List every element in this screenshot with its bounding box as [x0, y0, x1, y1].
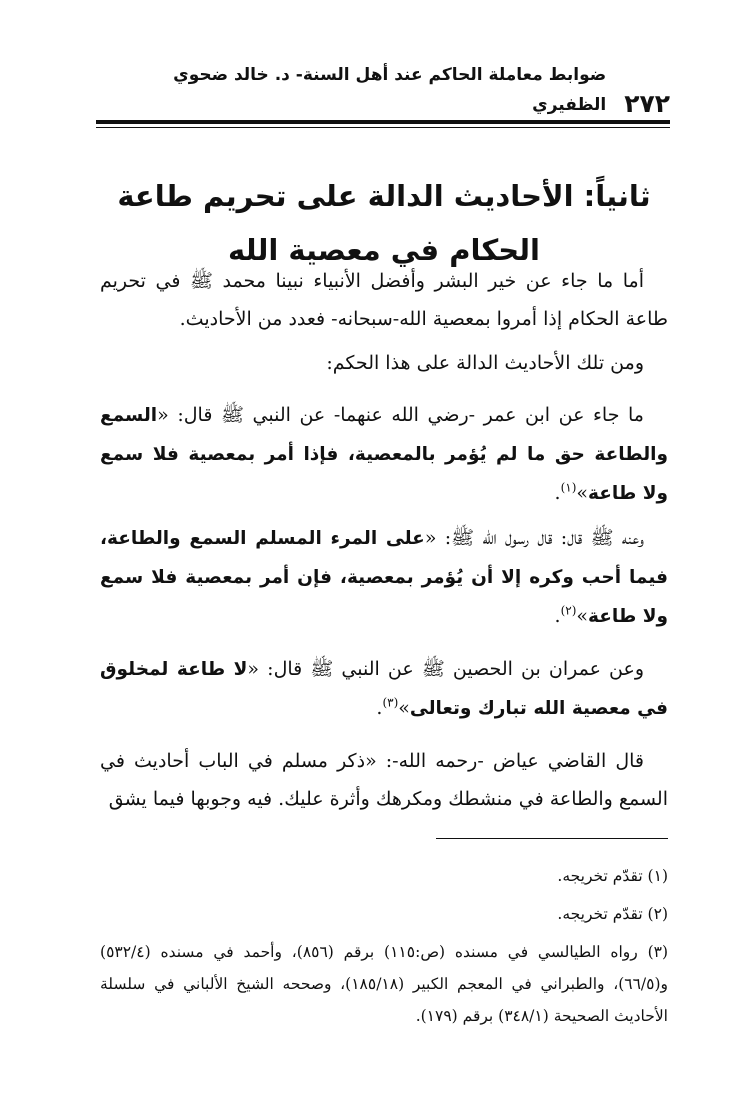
paragraph-imran-hadith [100, 650, 668, 728]
hadith-intro-text: وعن عمران بن الحصين ﷺ عن النبي ﷺ قال: « [247, 658, 645, 680]
paragraph-second-hadith [100, 519, 668, 636]
header-rule-thin [96, 127, 670, 128]
footnote-ref-1[interactable]: (١) [560, 480, 577, 495]
quote-close: » [398, 697, 410, 719]
quote-close: » [576, 605, 589, 627]
hadith-quote: على المرء المسلم السمع والطاعة، فيما أحب وكره إلا أن يُؤمر بمعصية، فإن أمر بمعصية فلا سمع ولا طاعة [100, 528, 668, 627]
sentence-end: . [554, 605, 561, 627]
sentence-end: . [376, 697, 383, 719]
running-title: ضوابط معاملة الحاكم عند أهل السنة- د. خالد ضحوي الظفيري [173, 65, 607, 115]
footnote-ref-2[interactable]: (٢) [560, 603, 577, 618]
footnotes [100, 860, 668, 1038]
running-header [96, 65, 670, 120]
footnote-ref-3[interactable]: (٣) [382, 695, 399, 710]
hadith-intro-text: وعنه ﷺ قال: قال رسول الله ﷺ: « [424, 527, 644, 549]
footnote-1: (١) تقدّم تخريجه. [557, 867, 668, 885]
header-rule-thick [96, 120, 670, 124]
paragraph-lead-in: ومن تلك الأحاديث الدالة على هذا الحكم: [326, 352, 644, 374]
paragraph-qadi-iyad: قال القاضي عياض -رحمه الله-: «ذكر مسلم في الباب أحاديث في السمع والطاعة في منشطك ومكرهك وأثرة عليك. فيه وجوبها فيما يشق [100, 750, 668, 810]
hadith-quote: لا طاعة لمخلوق في معصية الله تبارك وتعالى [100, 659, 668, 719]
body-text [100, 262, 668, 824]
section-title: ثانياً: الأحاديث الدالة على تحريم طاعة الحكام في معصية الله [117, 179, 651, 268]
footnote-separator [436, 838, 668, 839]
paragraph-intro: أما ما جاء عن خير البشر وأفضل الأنبياء نبينا محمد ﷺ في تحريم طاعة الحكام إذا أمروا بمعصية الله-سبحانه- فعدد من الأحاديث. [100, 270, 668, 330]
sentence-end: . [554, 482, 561, 504]
page-number: ٢٧٢ [624, 89, 670, 118]
hadith-intro-text: ما جاء عن ابن عمر -رضي الله عنهما- عن النبي ﷺ قال: « [157, 404, 644, 426]
quote-close: » [576, 482, 589, 504]
footnote-2: (٢) تقدّم تخريجه. [557, 905, 668, 923]
footnote-3: (٣) رواه الطيالسي في مسنده (ص:١١٥) برقم (٨٥٦)، وأحمد في مسنده (٥٣٢/٤) و(٦٦/٥)، والطبراني في المعجم الكبير (١٨٥/١٨)، وصححه الشيخ الألباني في سلسلة الأحاديث الصحيحة (٣٤٨/١) برقم (١٧٩). [100, 943, 669, 1025]
paragraph-ibn-umar-hadith [100, 396, 668, 513]
hadith-quote: السمع والطاعة حق ما لم يُؤمر بالمعصية، فإذا أمر بمعصية فلا سمع ولا طاعة [100, 405, 668, 504]
